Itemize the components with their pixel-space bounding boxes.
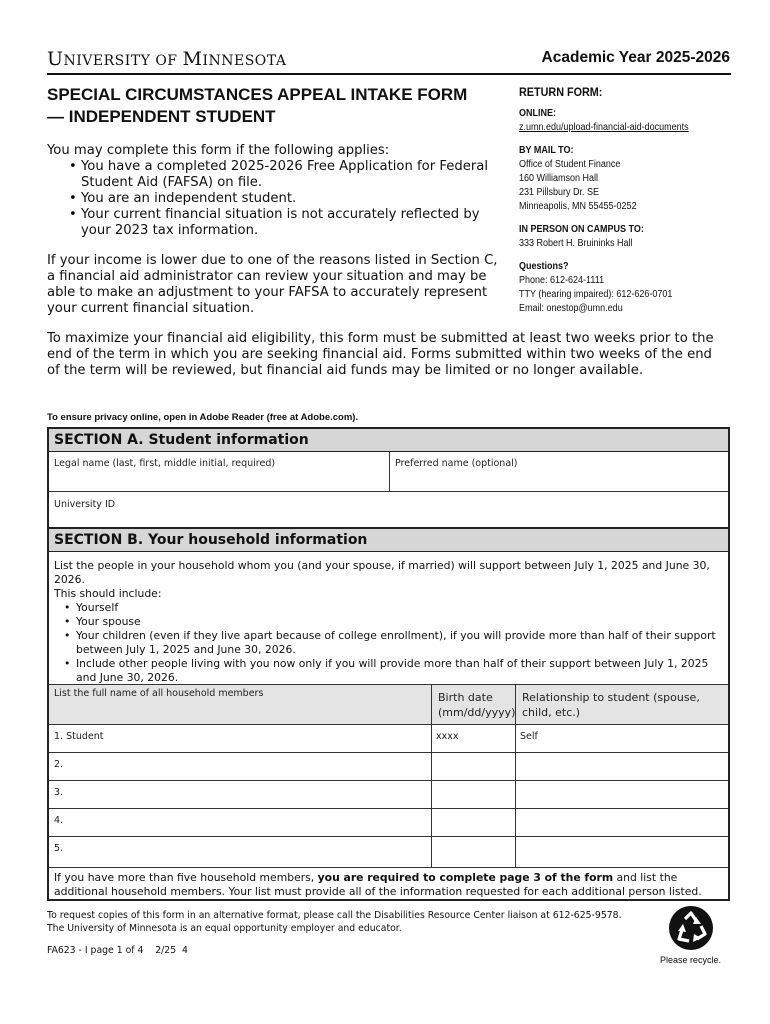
divider — [49, 780, 728, 781]
tty-number: TTY (hearing impaired): 612-626-0701 — [519, 289, 673, 300]
phone-number: Phone: 612-624-1111 — [519, 275, 605, 286]
note-text: and list the additional household members. Your list must provide all of the information requested for each additional person listed. — [54, 871, 702, 898]
table-row-label: 1. Student — [54, 731, 104, 742]
preferred-name-field[interactable] — [391, 470, 727, 489]
divider — [431, 684, 432, 868]
divider — [49, 836, 728, 837]
table-row-label: 4. — [54, 815, 64, 826]
mail-label: BY MAIL TO: — [519, 145, 574, 156]
form-title-line2: — INDEPENDENT STUDENT — [47, 107, 276, 126]
instructions-line: List the people in your household whom you (and your spouse, if married) will support between July 1, 2025 and June 30, 2026. — [54, 559, 710, 586]
preferred-name-label: Preferred name (optional) — [395, 458, 518, 469]
return-form-info — [519, 85, 717, 316]
email-address: Email: onestop@umn.edu — [519, 303, 623, 314]
equal-opportunity-note: The University of Minnesota is an equal opportunity employer and educator. — [47, 923, 402, 934]
household-name-field[interactable] — [66, 783, 430, 803]
form-title — [47, 84, 487, 128]
intro-bullet: • Your current financial situation is not accurately reflected by your 2023 tax information. — [69, 207, 497, 239]
mail-line: 160 Williamson Hall — [519, 173, 599, 184]
household-name-field[interactable] — [112, 727, 430, 747]
birth-date-field[interactable] — [433, 811, 513, 831]
intro-paragraph-2: If your income is lower due to one of the reasons listed in Section C, a financial aid administrator can review your situation and may be able to make an adjustment to your FAFSA to accurately represent your current financial situation. — [47, 253, 498, 316]
form-id: FA623 - I page 1 of 4 2/25 4 — [47, 945, 188, 956]
note-emphasis: you are required to complete page 3 of the form — [317, 871, 614, 884]
divider — [389, 452, 390, 491]
privacy-note: To ensure privacy online, open in Adobe Reader (free at Adobe.com). — [47, 412, 359, 423]
household-name-field[interactable] — [66, 755, 430, 775]
alt-format-note: To request copies of this form in an alternative format, please call the Disabilities Resource Center liaison at 612-625-9578. — [47, 910, 622, 921]
household-name-field[interactable] — [66, 811, 430, 831]
mail-line: Minneapolis, MN 55455-0252 — [519, 201, 637, 212]
table-row-birth[interactable]: xxxx — [436, 731, 459, 742]
mail-line: Office of Student Finance — [519, 159, 621, 170]
note-text: If you have more than five household members, — [54, 871, 318, 884]
online-label: ONLINE: — [519, 108, 556, 119]
household-bullets — [54, 601, 726, 685]
intro-lead: You may complete this form if the following applies: — [47, 143, 390, 158]
header-divider — [47, 73, 731, 75]
divider — [49, 491, 728, 492]
table-row-label: 3. — [54, 787, 64, 798]
mail-line: 231 Pillsbury Dr. SE — [519, 187, 600, 198]
intro-bullets — [47, 159, 497, 239]
form-title-line1: SPECIAL CIRCUMSTANCES APPEAL INTAKE FORM — [47, 85, 468, 104]
legal-name-field[interactable] — [50, 470, 386, 489]
academic-year: Academic Year 2025-2026 — [541, 49, 730, 66]
intro-bullet: • You have a completed 2025-2026 Free Application for Federal Student Aid (FAFSA) on file. — [69, 159, 497, 191]
section-b-instructions — [54, 559, 726, 685]
household-bullet: • Your spouse — [64, 615, 726, 629]
household-bullet: • Your children (even if they live apart because of college enrollment), if you will provide more than half of their support between July 1, 2025 and June 30, 2026. — [64, 629, 726, 657]
divider — [49, 752, 728, 753]
footer-notes — [47, 909, 647, 935]
intro-paragraph-3: To maximize your financial aid eligibility, this form must be submitted at least two weeks prior to the end of the term in which you are seeking financial aid. Forms submitted within two weeks of the end of the term will be reviewed, but financial aid funds may be limited or no longer available. — [47, 331, 714, 378]
university-logo: UNIVERSITY OF MINNESOTA — [47, 48, 287, 70]
campus-label: IN PERSON ON CAMPUS TO: — [519, 224, 644, 235]
relationship-column-header: Relationship to student (spouse, child, etc.) — [522, 691, 700, 719]
instructions-line: This should include: — [54, 587, 162, 600]
relationship-field[interactable] — [517, 755, 725, 775]
return-form-heading: RETURN FORM: — [519, 85, 603, 99]
household-bullet: • Include other people living with you now only if you will provide more than half of their support between July 1, 2025 and June 30, 2026. — [64, 657, 726, 685]
recycle-icon — [668, 905, 714, 951]
name-column-header: List the full name of all household members — [54, 688, 264, 699]
divider — [49, 808, 728, 809]
birth-date-column-header: Birth date (mm/dd/yyyy) — [438, 691, 516, 719]
divider — [49, 724, 728, 725]
relationship-field[interactable] — [517, 811, 725, 831]
divider — [515, 684, 516, 868]
campus-address: 333 Robert H. Bruininks Hall — [519, 238, 633, 249]
birth-date-field[interactable] — [433, 755, 513, 775]
table-row-relationship[interactable]: Self — [520, 731, 538, 742]
more-members-note — [54, 871, 726, 899]
intro-bullet: • You are an independent student. — [69, 191, 497, 207]
household-bullet: • Yourself — [64, 601, 726, 615]
birth-date-field[interactable] — [433, 783, 513, 803]
household-name-field[interactable] — [66, 839, 430, 863]
birth-date-field[interactable] — [433, 839, 513, 863]
university-id-field[interactable] — [50, 511, 726, 527]
relationship-field[interactable] — [517, 839, 725, 863]
relationship-field[interactable] — [517, 783, 725, 803]
intro-block — [47, 143, 497, 239]
section-b-heading: SECTION B. Your household information — [49, 529, 728, 552]
online-upload-link[interactable]: z.umn.edu/upload-financial-aid-documents — [519, 122, 689, 133]
section-a-heading: SECTION A. Student information — [49, 429, 728, 452]
divider — [49, 867, 728, 868]
recycle-text: Please recycle. — [660, 955, 722, 965]
table-row-label: 5. — [54, 843, 64, 854]
table-row-label: 2. — [54, 759, 64, 770]
university-id-label: University ID — [54, 499, 116, 510]
legal-name-label: Legal name (last, first, middle initial, required) — [54, 458, 276, 469]
questions-label: Questions? — [519, 261, 569, 272]
